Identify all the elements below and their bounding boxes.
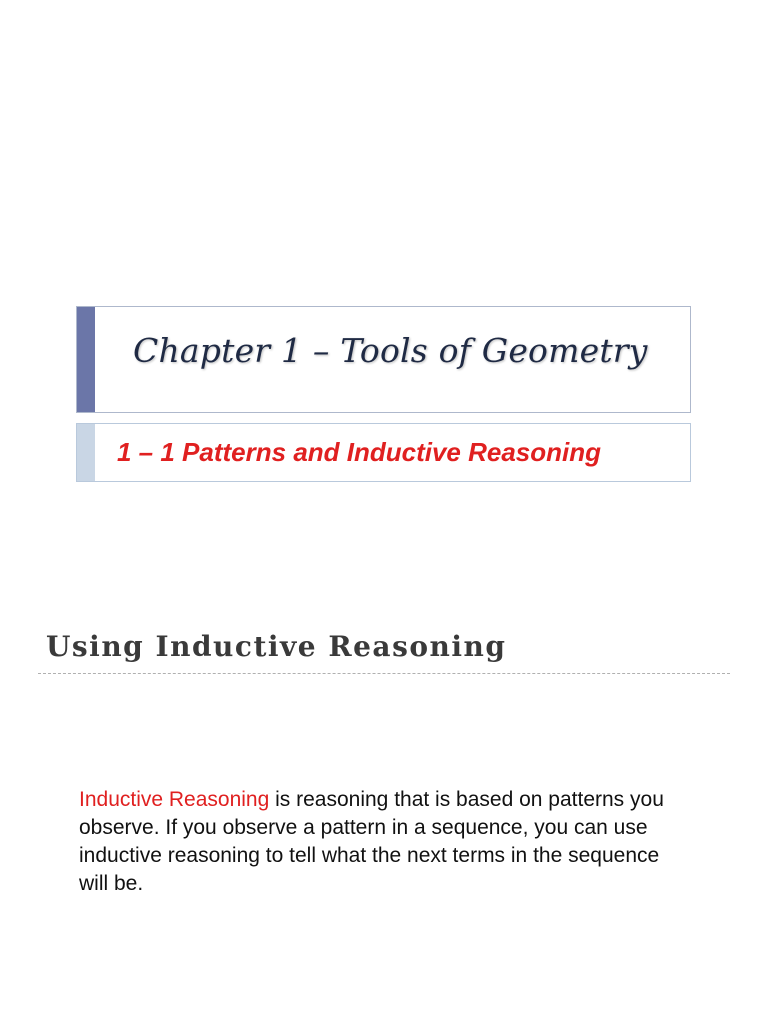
subtitle-accent-bar xyxy=(77,424,95,481)
definition-term: Inductive Reasoning xyxy=(79,788,270,811)
definition-text: is reasoning that is based on patterns you observe. If you observe a pattern in a sequence, you can use inductive reasoning to tell what the next terms in the sequence will be. xyxy=(79,788,664,895)
chapter-title-box xyxy=(76,306,691,413)
heading-divider xyxy=(38,673,730,674)
chapter-title: Chapter 1 – Tools of Geometry xyxy=(133,331,648,370)
title-accent-bar xyxy=(77,307,95,412)
lesson-subtitle: 1 – 1 Patterns and Inductive Reasoning xyxy=(117,437,602,467)
section-heading: Using Inductive Reasoning xyxy=(46,630,507,663)
lesson-subtitle-box xyxy=(76,423,691,482)
definition-paragraph xyxy=(79,786,679,898)
